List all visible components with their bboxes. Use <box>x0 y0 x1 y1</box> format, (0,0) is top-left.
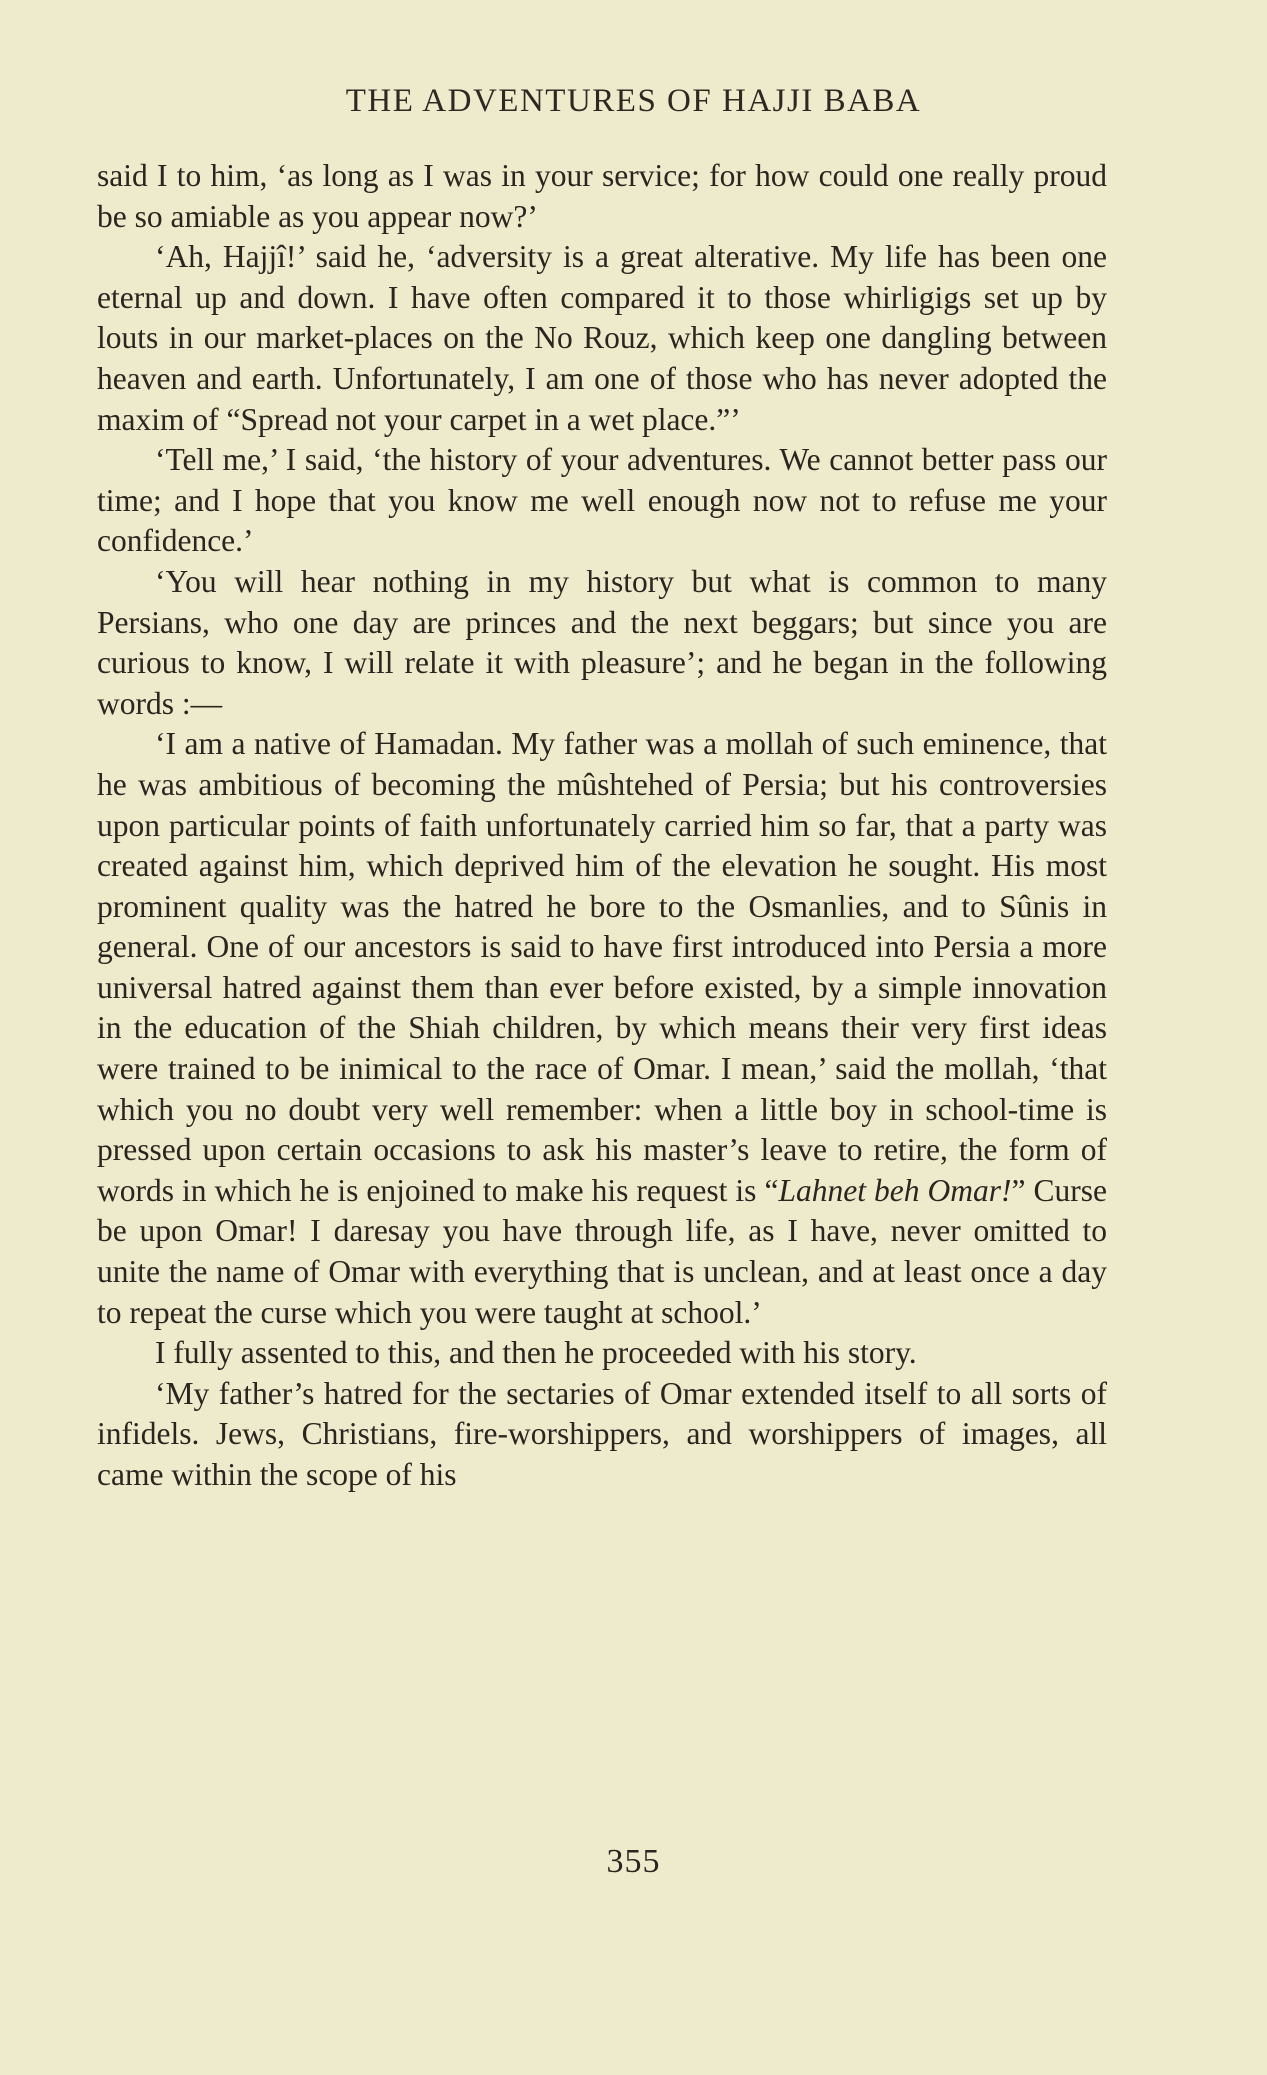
paragraph-tell-me: ‘Tell me,’ I said, ‘the history of your adventures. We cannot better pass our time; and I hope that you know me well enough now not to refuse me your confidence.’ <box>97 442 1107 559</box>
paragraph-assented: I fully assented to this, and then he proceeded with his story. <box>155 1335 917 1371</box>
paragraph-text-part: ‘I am a native of Hamadan. My father was a mollah of such eminence, that he was ambitious of becoming the mûshtehed of Persia; but his controversies upon particular points of faith unfortunately carried him so far, that a party was created against him, which deprived him of the elevation he sought. His most prominent quality was the hatred he bore to the Osmanlies, and to Sûnis in general. One of our ancestors is said to have first introduced into Persia a more universal hatred against them than ever before existed, by a simple innovation in the education of the Shiah children, by which means their very first ideas were trained to be inimical to the race of Omar. I mean,’ said the mollah, ‘that which you no doubt very well remember: when a little boy in school-time is pressed upon certain occasions to ask his master’s leave to retire, the form of words in which he is enjoined to make his request is “ <box>97 726 1107 1208</box>
paragraph-common-history: ‘You will hear nothing in my history but what is common to many Persians, who one day are princes and the next beggars; but since you are curious to know, I will relate it with pleasure’; and he began in the following words :— <box>97 563 1107 721</box>
paragraph-adversity: ‘Ah, Hajjî!’ said he, ‘adversity is a great alterative. My life has been one eternal up and down. I have often compared it to those whirligigs set up by louts in our market-places on the No Rouz, which keep one dangling between heaven and earth. Unfortunately, I am one of those who has never adopted the maxim of “Spread not your carpet in a wet place.”’ <box>97 239 1107 437</box>
paragraph-fathers-hatred: ‘My father’s hatred for the sectaries of Omar extended itself to all sorts of infidels. Jews, Christians, fire-worshippers, and worshippers of images, all came within the scope of his <box>97 1375 1107 1492</box>
page-number: 355 <box>606 1843 661 1880</box>
running-head: THE ADVENTURES OF HAJJI BABA <box>345 83 922 119</box>
body-text <box>97 156 1107 1496</box>
paragraph-continuation: said I to him, ‘as long as I was in your service; for how could one really proud be so amiable as you appear now?’ <box>97 158 1107 234</box>
paragraph-text-part: ” Curse be upon Omar! I daresay you have through life, as I have, never omitted to unite the name of Omar with everything that is unclean, and at least once a day to repeat the curse which you were taught at school.’ <box>97 1172 1107 1330</box>
paragraph-native-of-hamadan <box>97 724 1107 1333</box>
italic-phrase: Lahnet beh Omar! <box>778 1172 1012 1208</box>
